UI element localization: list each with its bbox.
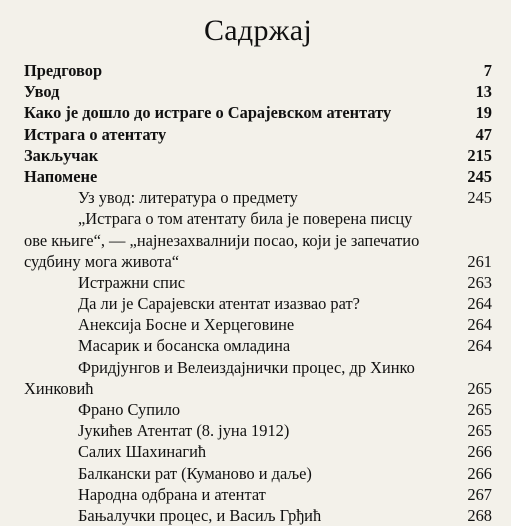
toc-subentry-multiline bbox=[24, 208, 492, 272]
toc-entry-notes bbox=[24, 166, 492, 187]
toc-entry-title: Како је дошло до истраге о Сарајевском атентату bbox=[24, 103, 392, 123]
toc-subentry bbox=[24, 335, 492, 356]
toc-entry-title-line: ове књиге“, — „најнезахвалнији посао, који је запечатио bbox=[24, 230, 420, 250]
toc-entry-page: 263 bbox=[467, 272, 492, 292]
toc-entry-title-line-last bbox=[24, 378, 492, 399]
toc-subentry bbox=[24, 399, 492, 420]
toc-entry-page: 264 bbox=[467, 294, 492, 314]
toc-entry-introduction bbox=[24, 81, 492, 102]
toc-entry-title: Масарик и босанска омладина bbox=[78, 336, 291, 356]
toc-entry-origin-of-investigation bbox=[24, 102, 492, 123]
toc-entry-page: 268 bbox=[467, 506, 492, 526]
toc-entry-page: 13 bbox=[475, 82, 492, 102]
toc-subentry-multiline bbox=[24, 357, 492, 399]
toc-entry-preface bbox=[24, 60, 492, 81]
toc-subentry bbox=[24, 441, 492, 462]
toc-entry-page: 245 bbox=[467, 166, 492, 186]
toc-entry-title: Салих Шахинагић bbox=[78, 442, 207, 462]
toc-entry-page: 261 bbox=[467, 251, 492, 271]
toc-entry-title: Закључак bbox=[24, 145, 99, 165]
toc-subentry bbox=[24, 505, 492, 526]
toc-entry-title: Да ли је Сарајевски атентат изазвао рат? bbox=[78, 294, 360, 314]
toc-subentry bbox=[24, 314, 492, 335]
toc-entry-title-line: судбину мога живота“ bbox=[24, 251, 180, 271]
toc-subentry bbox=[24, 484, 492, 505]
toc-subentry bbox=[24, 293, 492, 314]
toc-entry-title: Франо Супило bbox=[78, 400, 181, 420]
toc-entry-page: 265 bbox=[467, 378, 492, 398]
toc-entry-title: Балкански рат (Куманово и даље) bbox=[78, 463, 312, 483]
toc-entry-title: Предговор bbox=[24, 61, 103, 80]
toc-entry-page: 264 bbox=[467, 336, 492, 356]
toc-entry-title: Уз увод: литература о предмету bbox=[78, 188, 298, 208]
toc-subentry bbox=[24, 187, 492, 208]
toc-entry-page: 47 bbox=[475, 124, 492, 144]
page-title: Садржај bbox=[203, 14, 313, 47]
toc-entry-title-line-last bbox=[24, 251, 492, 272]
toc-entry-page: 266 bbox=[467, 463, 492, 483]
toc-entry-title: Јукићев Атентат (8. јуна 1912) bbox=[78, 421, 290, 441]
toc-entry-title: Напомене bbox=[24, 166, 98, 186]
toc-entry-page: 215 bbox=[467, 145, 492, 165]
toc-entry-title: Истражни спис bbox=[78, 272, 186, 292]
toc-entry-title: Увод bbox=[24, 82, 60, 102]
toc-entry-page: 19 bbox=[475, 103, 492, 123]
toc-entry-page: 265 bbox=[467, 400, 492, 420]
toc-subentry bbox=[24, 463, 492, 484]
toc-entry-title-line: „Истрага о том атентату била је поверена писцу bbox=[78, 209, 413, 229]
toc-entry-conclusion bbox=[24, 145, 492, 166]
toc-entry-page: 264 bbox=[467, 315, 492, 335]
toc-entry-page: 7 bbox=[483, 61, 492, 80]
toc-entry-title: Истрага о атентату bbox=[24, 124, 167, 144]
toc-entry-title: Анексија Босне и Херцеговине bbox=[78, 315, 295, 335]
toc-entry-investigation bbox=[24, 124, 492, 145]
toc-entry-page: 265 bbox=[467, 421, 492, 441]
toc-subentry bbox=[24, 272, 492, 293]
toc-entry-page: 266 bbox=[467, 442, 492, 462]
toc-entry-page: 267 bbox=[467, 484, 492, 504]
toc-entry-page: 245 bbox=[467, 188, 492, 208]
toc-entry-title: Бањалучки процес, и Васиљ Грђић bbox=[78, 506, 322, 526]
toc-entry-title-line: Хинковић bbox=[24, 378, 94, 398]
toc-entry-title: Народна одбрана и атентат bbox=[78, 484, 266, 504]
toc-page bbox=[24, 0, 492, 526]
toc-entry-title-line: Фридјунгов и Велеиздајнички процес, др Хинко bbox=[78, 357, 415, 377]
toc-subentry bbox=[24, 420, 492, 441]
